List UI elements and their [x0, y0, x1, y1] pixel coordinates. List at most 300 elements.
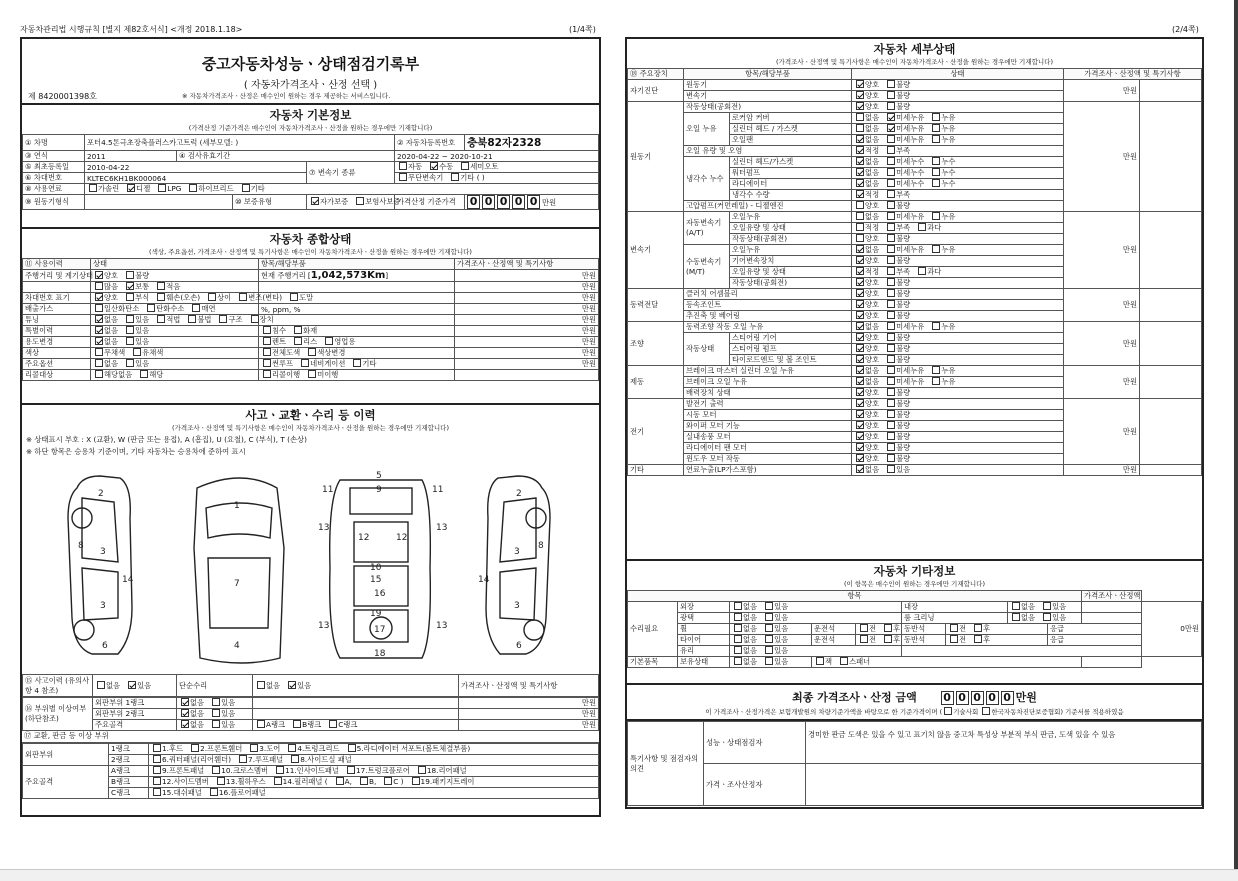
tire-pass-options-checkbox[interactable]	[950, 635, 958, 643]
frame-part-label: 14.필러패널 (	[282, 777, 328, 786]
detail-state-checkbox[interactable]	[856, 179, 864, 187]
detail-state[interactable]	[852, 234, 1064, 245]
summary-state-checkbox[interactable]	[95, 315, 103, 323]
outer-part-checkbox[interactable]	[348, 744, 356, 752]
detail-state[interactable]	[852, 300, 1064, 311]
wheel-front-options-checkbox[interactable]	[860, 624, 868, 632]
summary-state-checkbox[interactable]	[157, 315, 165, 323]
summary-state-checkbox[interactable]	[95, 359, 103, 367]
detail-state-checkbox[interactable]	[932, 212, 940, 220]
summary-detail-checkbox[interactable]	[263, 337, 271, 345]
detail-state-label: 양호	[865, 454, 880, 463]
detail-state[interactable]	[852, 80, 1064, 91]
accident-history-options-checkbox[interactable]	[128, 681, 136, 689]
detail-state-checkbox[interactable]	[887, 267, 895, 275]
detail-state-checkbox[interactable]	[856, 201, 864, 209]
detail-state-checkbox[interactable]	[856, 443, 864, 451]
outer-options-checkbox[interactable]	[734, 602, 742, 610]
detail-state[interactable]	[852, 388, 1064, 399]
detail-state-checkbox[interactable]	[856, 245, 864, 253]
summary-detail-checkbox[interactable]	[308, 348, 316, 356]
detail-state-checkbox[interactable]	[856, 410, 864, 418]
summary-state-checkbox[interactable]	[95, 326, 103, 334]
detail-state-checkbox[interactable]	[887, 256, 895, 264]
detail-state-checkbox[interactable]	[856, 377, 864, 385]
summary-detail-checkbox[interactable]	[301, 359, 309, 367]
summary-state-checkbox[interactable]	[126, 293, 134, 301]
fuel-options-label: 디젤	[136, 184, 151, 193]
detail-state-checkbox[interactable]	[856, 212, 864, 220]
summary-detail-checkbox[interactable]	[294, 337, 302, 345]
detail-state-label: 누유	[941, 366, 956, 375]
detail-state-checkbox[interactable]	[856, 421, 864, 429]
detail-state[interactable]	[852, 179, 1064, 190]
frame-rank-checkbox[interactable]	[257, 720, 265, 728]
detail-state-checkbox[interactable]	[856, 465, 864, 473]
frame-part-checkbox[interactable]	[412, 777, 420, 785]
detail-state-checkbox[interactable]	[887, 179, 895, 187]
detail-item: 오일팬	[730, 135, 852, 146]
inner-options-checkbox[interactable]	[1043, 602, 1051, 610]
detail-state[interactable]	[852, 124, 1064, 135]
detail-state-checkbox[interactable]	[856, 102, 864, 110]
detail-state-checkbox[interactable]	[887, 201, 895, 209]
gear-options-2-checkbox[interactable]	[399, 173, 407, 181]
part-rank-options[interactable]	[177, 709, 253, 720]
detail-state-checkbox[interactable]	[887, 91, 895, 99]
outer-part-checkbox[interactable]	[288, 744, 296, 752]
inner-options[interactable]	[1008, 602, 1082, 613]
gear-options-2[interactable]	[395, 173, 599, 184]
summary-detail-checkbox[interactable]	[325, 337, 333, 345]
svg-text:2: 2	[98, 489, 104, 499]
detail-state-checkbox[interactable]	[887, 234, 895, 242]
detail-state[interactable]	[852, 432, 1064, 443]
summary-state-checkbox[interactable]	[208, 293, 216, 301]
glass-options-checkbox[interactable]	[765, 646, 773, 654]
detail-state-checkbox[interactable]	[856, 300, 864, 308]
detail-state-checkbox[interactable]	[856, 322, 864, 330]
clean-options-checkbox[interactable]	[1043, 613, 1051, 621]
frame-part-checkbox[interactable]	[217, 777, 225, 785]
wheel-pass-options-checkbox[interactable]	[950, 624, 958, 632]
detail-state-checkbox[interactable]	[856, 344, 864, 352]
detail-state-checkbox[interactable]	[856, 157, 864, 165]
tire-options[interactable]	[730, 635, 812, 646]
part-rank-checkbox[interactable]	[212, 720, 220, 728]
have-extra-options-checkbox[interactable]	[816, 657, 824, 665]
detail-state-checkbox[interactable]	[887, 146, 895, 154]
detail-state[interactable]	[852, 201, 1064, 212]
detail-state[interactable]	[852, 157, 1064, 168]
detail-state-checkbox[interactable]	[887, 355, 895, 363]
detail-state-checkbox[interactable]	[932, 366, 940, 374]
part-rank-checkbox[interactable]	[212, 698, 220, 706]
part-rank-options[interactable]	[177, 698, 253, 709]
detail-state-checkbox[interactable]	[856, 355, 864, 363]
detail-state[interactable]	[852, 146, 1064, 157]
summary-state-checkbox[interactable]	[126, 326, 134, 334]
fuel-options[interactable]	[85, 184, 599, 195]
detail-state-checkbox[interactable]	[856, 333, 864, 341]
frame-rank-checkbox[interactable]	[329, 720, 337, 728]
detail-state-checkbox[interactable]	[856, 311, 864, 319]
tire-pass-options[interactable]	[946, 635, 1048, 646]
detail-state-checkbox[interactable]	[918, 267, 926, 275]
detail-state-checkbox[interactable]	[887, 289, 895, 297]
detail-state-checkbox[interactable]	[932, 124, 940, 132]
have-options-checkbox[interactable]	[734, 657, 742, 665]
outer-part-checkbox[interactable]	[250, 744, 258, 752]
detail-state-checkbox[interactable]	[856, 256, 864, 264]
detail-state-checkbox[interactable]	[856, 168, 864, 176]
detail-state-checkbox[interactable]	[918, 223, 926, 231]
final-note: 이 가격조사ㆍ산정가격은 보험개발원의 차량기준가액을 바탕으로 한 기준가격이며 ( 기술사회 한국자동차진단보증협회) 기준서를 적용하였음	[705, 708, 1124, 716]
frame-part-checkbox[interactable]	[153, 766, 161, 774]
detail-state[interactable]	[852, 102, 1064, 113]
detail-state-checkbox[interactable]	[887, 344, 895, 352]
clean-options-checkbox[interactable]	[1012, 613, 1020, 621]
detail-state-checkbox[interactable]	[887, 333, 895, 341]
frame-parts[interactable]	[149, 766, 599, 777]
detail-state-checkbox[interactable]	[856, 190, 864, 198]
detail-state-checkbox[interactable]	[856, 388, 864, 396]
detail-state[interactable]	[852, 344, 1064, 355]
summary-state-checkbox[interactable]	[95, 304, 103, 312]
summary-state-checkbox[interactable]	[126, 315, 134, 323]
summary-state-checkbox[interactable]	[126, 359, 134, 367]
detail-state[interactable]	[852, 399, 1064, 410]
warranty-options-checkbox[interactable]	[356, 197, 364, 205]
detail-state[interactable]	[852, 289, 1064, 300]
detail-state-checkbox[interactable]	[856, 399, 864, 407]
summary-state-checkbox[interactable]	[140, 370, 148, 378]
detail-state[interactable]	[852, 410, 1064, 421]
detail-state-checkbox[interactable]	[856, 223, 864, 231]
summary-state-checkbox[interactable]	[251, 315, 259, 323]
simple-repair-options[interactable]	[253, 675, 459, 697]
detail-state-checkbox[interactable]	[932, 168, 940, 176]
detail-state[interactable]	[852, 465, 1064, 476]
summary-detail-checkbox[interactable]	[308, 370, 316, 378]
detail-state-checkbox[interactable]	[887, 157, 895, 165]
fuel-options-checkbox[interactable]	[242, 184, 250, 192]
frame-part-label: 18.리어패널	[426, 766, 467, 775]
detail-state[interactable]	[852, 355, 1064, 366]
detail-state-checkbox[interactable]	[887, 300, 895, 308]
summary-state[interactable]	[91, 304, 259, 315]
detail-item: 추진축 및 베어링	[684, 311, 852, 322]
frame-rank-options[interactable]	[253, 720, 459, 731]
glass-options-checkbox[interactable]	[734, 646, 742, 654]
tire-front-options-checkbox[interactable]	[860, 635, 868, 643]
detail-state[interactable]	[852, 278, 1064, 289]
detail-state-checkbox[interactable]	[856, 113, 864, 121]
detail-state-checkbox[interactable]	[856, 124, 864, 132]
detail-state-checkbox[interactable]	[932, 245, 940, 253]
frame-part-checkbox[interactable]	[347, 766, 355, 774]
detail-state[interactable]	[852, 190, 1064, 201]
summary-item: 특별이력	[23, 326, 91, 337]
summary-state-checkbox[interactable]	[126, 282, 134, 290]
summary-state-checkbox[interactable]	[239, 293, 247, 301]
detail-state[interactable]	[852, 256, 1064, 267]
gear-options-1-checkbox[interactable]	[399, 162, 407, 170]
outer-part-checkbox[interactable]	[153, 744, 161, 752]
base-price-digit: 0	[527, 195, 540, 209]
detail-state-checkbox[interactable]	[887, 124, 895, 132]
fuel-options-checkbox[interactable]	[89, 184, 97, 192]
frame-part-checkbox[interactable]	[360, 777, 368, 785]
detail-state-checkbox[interactable]	[887, 212, 895, 220]
have-options-checkbox[interactable]	[765, 657, 773, 665]
summary-state-checkbox[interactable]	[126, 271, 134, 279]
detail-state[interactable]	[852, 135, 1064, 146]
frame-rank-options[interactable]	[253, 698, 459, 709]
detail-state-checkbox[interactable]	[887, 322, 895, 330]
detail-state-checkbox[interactable]	[856, 234, 864, 242]
summary-detail-checkbox[interactable]	[263, 370, 271, 378]
detail-state[interactable]	[852, 443, 1064, 454]
detail-state-checkbox[interactable]	[856, 80, 864, 88]
outer-parts[interactable]	[149, 744, 599, 755]
detail-state-checkbox[interactable]	[932, 157, 940, 165]
detail-state-checkbox[interactable]	[856, 146, 864, 154]
detail-state[interactable]	[852, 245, 1064, 256]
detail-state-checkbox[interactable]	[932, 135, 940, 143]
tire-pass-options-checkbox[interactable]	[974, 635, 982, 643]
detail-state-checkbox[interactable]	[887, 421, 895, 429]
part-rank-checkbox[interactable]	[181, 709, 189, 717]
outer-part-checkbox[interactable]	[291, 755, 299, 763]
summary-state[interactable]	[91, 348, 259, 359]
gloss-options[interactable]	[730, 613, 902, 624]
tire-front-options-label: 전	[869, 635, 877, 644]
wheel-pass-options[interactable]	[946, 624, 1048, 635]
detail-state[interactable]	[852, 168, 1064, 179]
summary-state-checkbox[interactable]	[219, 315, 227, 323]
detail-item: 오일누유	[730, 212, 852, 223]
frame-part-checkbox[interactable]	[276, 766, 284, 774]
frame-part-checkbox[interactable]	[274, 777, 282, 785]
detail-group: 조향	[628, 322, 684, 366]
tire-options-checkbox[interactable]	[765, 635, 773, 643]
tire-front-options[interactable]	[856, 635, 902, 646]
gloss-options-checkbox[interactable]	[734, 613, 742, 621]
final-opt-1-checkbox[interactable]	[944, 707, 952, 715]
wheel-options-checkbox[interactable]	[765, 624, 773, 632]
detail-state-checkbox[interactable]	[856, 289, 864, 297]
accident-history-options-checkbox[interactable]	[97, 681, 105, 689]
frame-part-checkbox[interactable]	[153, 777, 161, 785]
outer-part-checkbox[interactable]	[153, 755, 161, 763]
part-rank-options[interactable]	[177, 720, 253, 731]
inner-options-label: 있음	[1052, 602, 1067, 611]
summary-state[interactable]	[91, 326, 259, 337]
summary-state[interactable]	[91, 282, 259, 293]
outer-part-checkbox[interactable]	[191, 744, 199, 752]
summary-detail-checkbox[interactable]	[263, 348, 271, 356]
frame-part-checkbox[interactable]	[153, 788, 161, 796]
detail-state-checkbox[interactable]	[887, 366, 895, 374]
detail-state-checkbox[interactable]	[887, 443, 895, 451]
wheel-options-checkbox[interactable]	[734, 624, 742, 632]
detail-state[interactable]	[852, 113, 1064, 124]
detail-state[interactable]	[852, 454, 1064, 465]
have-options[interactable]	[730, 657, 812, 668]
detail-state-checkbox[interactable]	[887, 102, 895, 110]
wheel-front-options[interactable]	[856, 624, 902, 635]
fuel-options-checkbox[interactable]	[127, 184, 135, 192]
detail-item: 기어변속장치	[730, 256, 852, 267]
tire-options-checkbox[interactable]	[734, 635, 742, 643]
summary-state-checkbox[interactable]	[147, 304, 155, 312]
wheel-front-options-checkbox[interactable]	[884, 624, 892, 632]
label-outer: 외장	[678, 602, 730, 613]
detail-state[interactable]	[852, 322, 1064, 333]
summary-state-checkbox[interactable]	[95, 271, 103, 279]
detail-state-checkbox[interactable]	[932, 179, 940, 187]
frame-part-checkbox[interactable]	[336, 777, 344, 785]
gear-options-1-checkbox[interactable]	[461, 162, 469, 170]
detail-state-checkbox[interactable]	[887, 432, 895, 440]
inner-options-checkbox[interactable]	[1012, 602, 1020, 610]
detail-state-checkbox[interactable]	[856, 278, 864, 286]
have-extra-options[interactable]	[812, 657, 1082, 668]
summary-state-checkbox[interactable]	[188, 315, 196, 323]
part-rank-checkbox[interactable]	[212, 709, 220, 717]
frame-parts[interactable]	[149, 788, 599, 799]
summary-detail-text: %, ppm, %	[261, 304, 301, 314]
detail-state-checkbox[interactable]	[887, 190, 895, 198]
detail-state-checkbox[interactable]	[887, 465, 895, 473]
outer-options[interactable]	[730, 602, 902, 613]
frame-rank-checkbox[interactable]	[293, 720, 301, 728]
detail-state-checkbox[interactable]	[887, 223, 895, 231]
gear-options-1[interactable]	[395, 162, 599, 173]
detail-state-checkbox[interactable]	[887, 377, 895, 385]
part-rank-checkbox[interactable]	[181, 698, 189, 706]
detail-state-checkbox[interactable]	[887, 168, 895, 176]
detail-state-checkbox[interactable]	[856, 135, 864, 143]
glass-options[interactable]	[730, 646, 902, 657]
detail-state-checkbox[interactable]	[887, 410, 895, 418]
frame-part-checkbox[interactable]	[384, 777, 392, 785]
fuel-options-checkbox[interactable]	[189, 184, 197, 192]
summary-state-checkbox[interactable]	[95, 337, 103, 345]
frame-part-checkbox[interactable]	[210, 788, 218, 796]
wheel-options[interactable]	[730, 624, 812, 635]
detail-state[interactable]	[852, 421, 1064, 432]
summary-state-checkbox[interactable]	[290, 293, 298, 301]
detail-state-checkbox[interactable]	[887, 113, 895, 121]
frame-rank-options[interactable]	[253, 709, 459, 720]
accident-history-options[interactable]	[93, 675, 177, 697]
detail-state-checkbox[interactable]	[887, 388, 895, 396]
detail-state-checkbox[interactable]	[887, 311, 895, 319]
gear-options-2-checkbox[interactable]	[451, 173, 459, 181]
detail-state-checkbox[interactable]	[932, 377, 940, 385]
detail-state-checkbox[interactable]	[887, 454, 895, 462]
detail-state-checkbox[interactable]	[887, 278, 895, 286]
detail-state-checkbox[interactable]	[887, 135, 895, 143]
detail-state-checkbox[interactable]	[856, 432, 864, 440]
summary-detail-checkbox[interactable]	[263, 359, 271, 367]
detail-state-checkbox[interactable]	[887, 399, 895, 407]
summary-state[interactable]	[91, 270, 259, 282]
detail-state-checkbox[interactable]	[887, 245, 895, 253]
part-rank-checkbox[interactable]	[181, 720, 189, 728]
outer-part-checkbox[interactable]	[239, 755, 247, 763]
summary-state-checkbox[interactable]	[192, 304, 200, 312]
summary-state-checkbox[interactable]	[126, 337, 134, 345]
detail-state[interactable]	[852, 267, 1064, 278]
gear-options-1-checkbox[interactable]	[430, 162, 438, 170]
final-opt-1: 기술사회	[953, 708, 979, 716]
outer-options-checkbox[interactable]	[765, 602, 773, 610]
detail-state-checkbox[interactable]	[932, 322, 940, 330]
detail-state[interactable]	[852, 377, 1064, 388]
detail-state[interactable]	[852, 91, 1064, 102]
summary-state[interactable]	[91, 370, 259, 381]
detail-state[interactable]	[852, 212, 1064, 223]
summary-state-checkbox[interactable]	[157, 293, 165, 301]
final-opt-2-checkbox[interactable]	[982, 707, 990, 715]
detail-state-checkbox[interactable]	[856, 267, 864, 275]
fuel-options-checkbox[interactable]	[158, 184, 166, 192]
summary-state[interactable]	[91, 359, 259, 370]
gloss-options-checkbox[interactable]	[765, 613, 773, 621]
summary-state[interactable]	[91, 337, 259, 348]
tire-front-options-checkbox[interactable]	[884, 635, 892, 643]
detail-state-checkbox[interactable]	[887, 80, 895, 88]
wheel-pass-options-checkbox[interactable]	[974, 624, 982, 632]
simple-repair-options-checkbox[interactable]	[288, 681, 296, 689]
clean-options[interactable]	[1008, 613, 1082, 624]
summary-state-checkbox[interactable]	[157, 282, 165, 290]
summary-state-checkbox[interactable]	[95, 348, 103, 356]
summary-state[interactable]	[91, 315, 274, 326]
summary-state-checkbox[interactable]	[133, 348, 141, 356]
detail-state-checkbox[interactable]	[856, 366, 864, 374]
outer-parts[interactable]	[149, 755, 599, 766]
summary-state-checkbox[interactable]	[95, 282, 103, 290]
detail-state[interactable]	[852, 311, 1064, 322]
summary-detail-checkbox[interactable]	[294, 326, 302, 334]
detail-state-checkbox[interactable]	[856, 454, 864, 462]
warranty-options[interactable]	[307, 195, 401, 210]
detail-state-checkbox[interactable]	[932, 113, 940, 121]
summary-state-label: 양호	[104, 270, 119, 280]
frame-parts[interactable]	[149, 777, 599, 788]
have-extra-options-checkbox[interactable]	[840, 657, 848, 665]
summary-detail-checkbox[interactable]	[353, 359, 361, 367]
summary-state-checkbox[interactable]	[95, 293, 103, 301]
frame-part-checkbox[interactable]	[212, 766, 220, 774]
detail-state[interactable]	[852, 223, 1064, 234]
summary-state-checkbox[interactable]	[95, 370, 103, 378]
warranty-options-checkbox[interactable]	[311, 197, 319, 205]
part-price: 만원	[459, 698, 599, 709]
frame-part-checkbox[interactable]	[418, 766, 426, 774]
detail-item: 브레이크 오일 누유	[684, 377, 852, 388]
simple-repair-options-checkbox[interactable]	[257, 681, 265, 689]
detail-state-checkbox[interactable]	[856, 91, 864, 99]
detail-state[interactable]	[852, 366, 1064, 377]
summary-detail-checkbox[interactable]	[263, 326, 271, 334]
summary-state[interactable]	[91, 293, 314, 304]
detail-state[interactable]	[852, 333, 1064, 344]
